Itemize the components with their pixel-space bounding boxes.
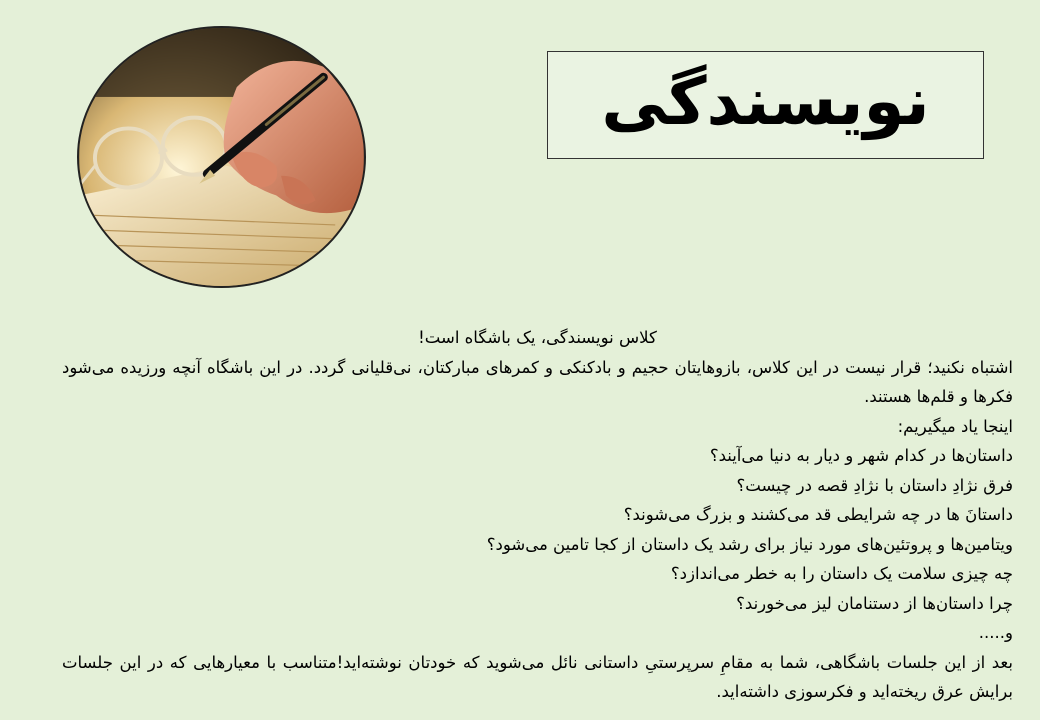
question-item: ویتامین‌ها و پروتئین‌های مورد نیاز برای رشد یک داستان از کجا تامین می‌شود؟	[486, 534, 1013, 554]
body-text	[62, 323, 1013, 707]
question-item: چرا داستان‌ها از دستنامان لیز می‌خورند؟	[736, 593, 1013, 613]
question-item: داستان‌ها در کدام شهر و دیار به دنیا می‌آیند؟	[709, 446, 1013, 465]
learn-label: اینجا یاد میگیریم:	[897, 416, 1013, 436]
intro-paragraph: اشتباه نکنید؛ قرار نیست در این کلاس، بازوهایتان حجیم و بادکنکی و کمرهای مبارکتان، نی‌قلیانی گردد. در این باشگاه آنچه ورزیده می‌شود فکرها و قلم‌ها هستند.	[62, 357, 1013, 406]
question-item: فرق نژادِ داستان با نژادِ قصه در چیست؟	[736, 475, 1013, 495]
ellipsis-line: و.....	[978, 623, 1013, 642]
writing-photo	[77, 26, 366, 288]
body-heading: کلاس نویسندگی، یک باشگاه است!	[418, 328, 657, 347]
page-title: نویسندگی	[601, 63, 930, 140]
title-box	[547, 51, 984, 159]
question-item: چه چیزی سلامت یک داستان را به خطر می‌اندازد؟	[670, 564, 1013, 583]
conclusion-paragraph: بعد از این جلسات باشگاهی، شما به مقامِ سرپرستیِ داستانی نائل می‌شوید که خودتان نوشته‌اید!متناسب با معیارهایی که در این جلسات برایش عرق ریخته‌اید و فکرسوزی داشته‌اید.	[62, 652, 1013, 701]
question-item: داستانَ ها در چه شرایطی قد می‌کشند و بزرگ می‌شوند؟	[623, 505, 1013, 524]
writing-hand-icon	[79, 28, 364, 286]
